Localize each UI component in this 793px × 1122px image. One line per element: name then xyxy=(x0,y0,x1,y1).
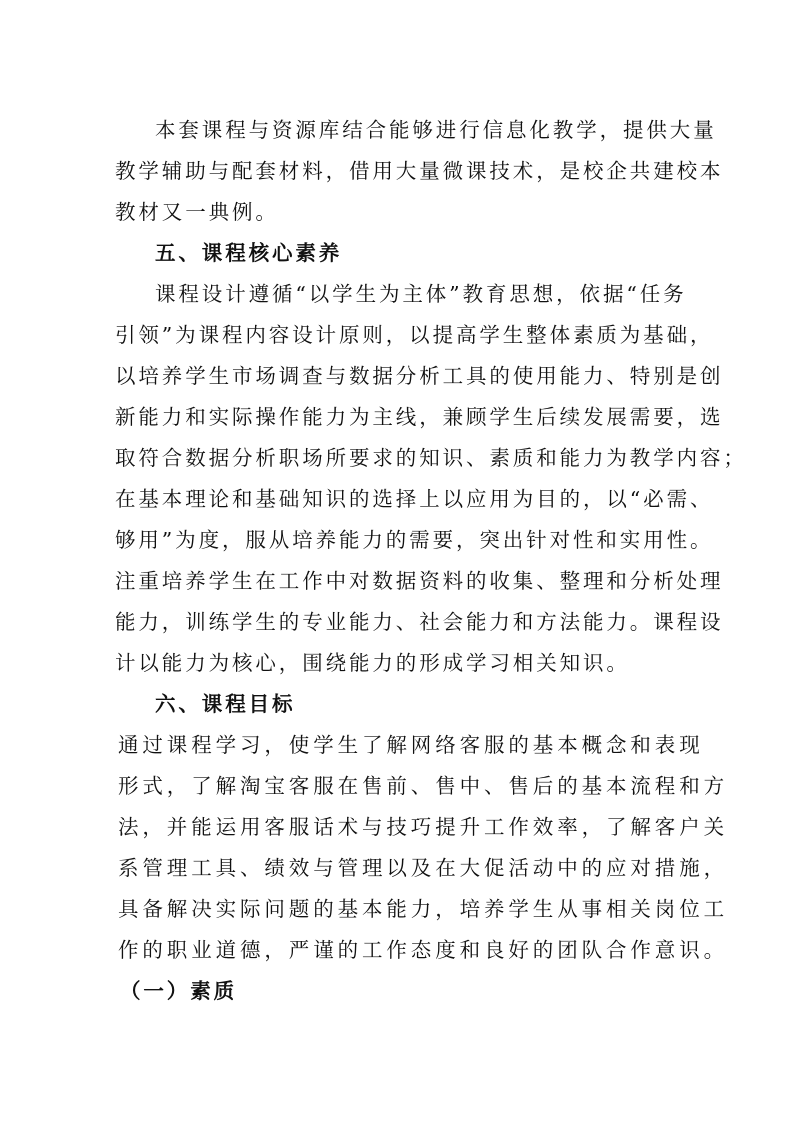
section-heading-core-literacy: 五、课程核心素养 xyxy=(155,241,343,265)
text-line: 新能力和实际操作能力为主线，兼顾学生后续发展需要，选 xyxy=(115,405,724,429)
text-line: 注重培养学生在工作中对数据资料的收集、整理和分析处理 xyxy=(115,569,724,593)
subsection-heading-quality: （一）素质 xyxy=(120,979,237,1003)
text-line: 以培养学生市场调查与数据分析工具的使用能力、特别是创 xyxy=(115,364,724,388)
text-line: 教材又一典例。 xyxy=(115,200,279,224)
text-line: 计以能力为核心，围绕能力的形成学习相关知识。 xyxy=(115,651,630,675)
text-line: 在基本理论和基础知识的选择上以应用为目的，以“必需、 xyxy=(115,487,714,511)
text-line: 引领”为课程内容设计原则，以提高学生整体素质为基础， xyxy=(115,323,714,347)
text-line: 本套课程与资源库结合能够进行信息化教学，提供大量 xyxy=(155,118,717,142)
text-line: 系管理工具、绩效与管理以及在大促活动中的应对措施， xyxy=(118,856,728,880)
text-line: 教学辅助与配套材料，借用大量微课技术，是校企共建校本 xyxy=(115,159,724,183)
text-line: 能力，训练学生的专业能力、社会能力和方法能力。课程设 xyxy=(115,610,724,634)
text-line: 法，并能运用客服话术与技巧提升工作效率，了解客户关 xyxy=(118,815,728,839)
text-line: 课程设计遵循“以学生为主体”教育思想，依据“任务 xyxy=(155,282,687,306)
text-line: 够用”为度，服从培养能力的需要，突出针对性和实用性。 xyxy=(115,528,714,552)
text-line: 作的职业道德，严谨的工作态度和良好的团队合作意识。 xyxy=(118,938,728,962)
text-line: 取符合数据分析职场所要求的知识、素质和能力为教学内容； xyxy=(115,446,747,470)
section-heading-course-objectives: 六、课程目标 xyxy=(155,692,296,716)
text-line: 形式，了解淘宝客服在售前、售中、售后的基本流程和方 xyxy=(118,774,728,798)
text-line: 具备解决实际问题的基本能力，培养学生从事相关岗位工 xyxy=(118,897,728,921)
text-line: 通过课程学习，使学生了解网络客服的基本概念和表现 xyxy=(118,733,704,757)
